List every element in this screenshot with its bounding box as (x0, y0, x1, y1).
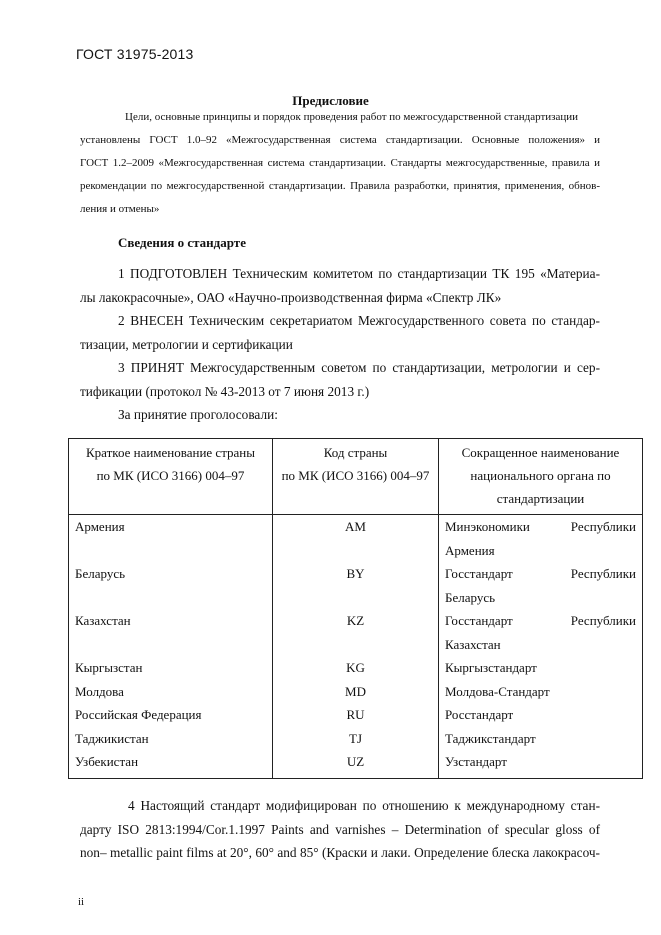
code-cell: AM (273, 515, 439, 563)
org-cell: Молдова-Стандарт (439, 680, 643, 704)
item3-line: 3 ПРИНЯТ Межгосударственным советом по стандартизации, метрологии и сер- (118, 360, 600, 375)
table-row (69, 750, 643, 778)
org-cell (439, 562, 643, 609)
item4-line: non– metallic paint films at 20°, 60° and 85° (Краски и лаки. Определение блеска лакокрасоч- (80, 845, 600, 860)
item4-line: 4 Настоящий стандарт модифицирован по отношению к международному стан- (128, 798, 600, 813)
preface-line: рекомендации по межгосударственной стандартизации. Правила разработки, принятия, применения, обнов- (80, 180, 600, 192)
country-cell: Беларусь (69, 562, 273, 609)
item4-text (80, 794, 600, 865)
header-line: Сокращенное наименование (461, 445, 620, 460)
country-cell: Казахстан (69, 609, 273, 656)
org-word: Госстандарт (445, 566, 513, 581)
page-number: ii (78, 896, 85, 908)
table-row (69, 656, 643, 680)
country-cell: Армения (69, 515, 273, 563)
header-line: по МК (ИСО 3166) 004–97 (96, 468, 245, 483)
document-id: ГОСТ 31975-2013 (76, 46, 194, 62)
table-row (69, 703, 643, 727)
code-cell: UZ (273, 750, 439, 778)
table-row (69, 515, 643, 563)
item2-line: 2 ВНЕСЕН Техническим секретариатом Межгосударственного совета по стандар- (118, 313, 600, 328)
table-row (69, 562, 643, 609)
header-line: национального органа по (470, 468, 611, 483)
org-word: Республики (570, 519, 636, 534)
info-heading: Сведения о стандарте (118, 235, 246, 250)
code-cell: MD (273, 680, 439, 704)
org-word: Республики (570, 613, 636, 628)
preface-text (80, 106, 600, 221)
item1-line: лы лакокрасочные», ОАО «Научно-производственная фирма «Спектр ЛК» (80, 289, 502, 305)
vote-intro: За принятие проголосовали: (118, 407, 278, 422)
table-row (69, 609, 643, 656)
header-country (69, 439, 273, 515)
code-cell: TJ (273, 727, 439, 751)
item1-line: 1 ПОДГОТОВЛЕН Техническим комитетом по стандартизации ТК 195 «Материа- (118, 266, 600, 281)
country-cell: Кыргызстан (69, 656, 273, 680)
org-word: Республики (570, 566, 636, 581)
info-items (80, 262, 600, 427)
header-org (439, 439, 643, 515)
voting-table (68, 438, 643, 779)
country-cell: Узбекистан (69, 750, 273, 778)
item3-line: тификации (протокол № 43-2013 от 7 июня 2013 г.) (80, 383, 370, 399)
item2-line: тизации, метрологии и сертификации (80, 336, 293, 352)
org-line: Армения (445, 542, 495, 558)
org-word: Минэкономики (445, 519, 530, 534)
header-line: стандартизации (496, 491, 585, 506)
header-line: по МК (ИСО 3166) 004–97 (281, 468, 430, 483)
org-line: Беларусь (445, 589, 496, 605)
code-cell: KG (273, 656, 439, 680)
org-word: Госстандарт (445, 613, 513, 628)
item4-line: дарту ISO 2813:1994/Cor.1.1997 Paints and varnishes – Determination of specular gloss of (80, 821, 600, 837)
country-cell: Молдова (69, 680, 273, 704)
code-cell: BY (273, 562, 439, 609)
table-row (69, 680, 643, 704)
code-cell: RU (273, 703, 439, 727)
org-cell: Кыргызстандарт (439, 656, 643, 680)
org-cell (439, 515, 643, 563)
preface-line: Цели, основные принципы и порядок проведения работ по межгосударственной стандартизации (125, 111, 579, 123)
preface-line: ления и отмены» (80, 203, 160, 215)
code-cell: KZ (273, 609, 439, 656)
country-cell: Российская Федерация (69, 703, 273, 727)
header-code (273, 439, 439, 515)
org-line: Казахстан (445, 636, 501, 652)
preface-line: ГОСТ 1.2–2009 «Межгосударственная система стандартизации. Стандарты межгосударственные, правила и (80, 157, 600, 169)
table-row (69, 727, 643, 751)
org-cell: Узстандарт (439, 750, 643, 778)
preface-title: Предисловие (292, 93, 369, 108)
table-header-row (69, 439, 643, 515)
org-cell: Таджикстандарт (439, 727, 643, 751)
country-cell: Таджикистан (69, 727, 273, 751)
org-cell (439, 609, 643, 656)
header-line: Краткое наименование страны (86, 445, 255, 460)
preface-line: установлены ГОСТ 1.0–92 «Межгосударственная система стандартизации. Основные положения» и (80, 134, 600, 146)
org-cell: Росстандарт (439, 703, 643, 727)
header-line: Код страны (323, 445, 388, 460)
